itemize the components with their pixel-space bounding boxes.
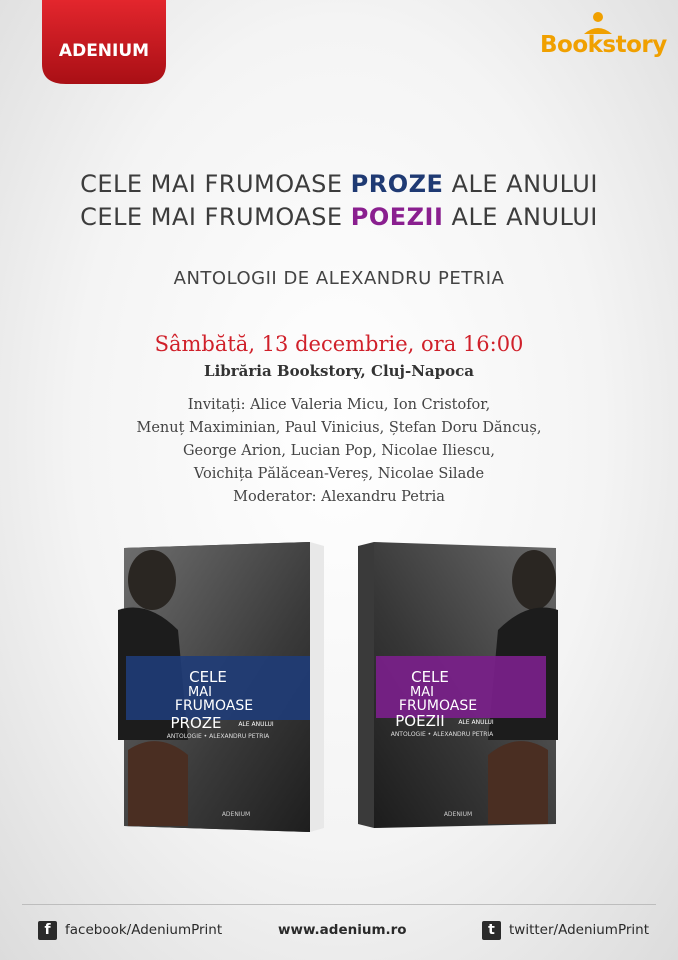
subtitle: ANTOLOGII DE ALEXANDRU PETRIA: [173, 268, 505, 289]
book-poezii-title-3: FRUMOASE: [398, 698, 478, 714]
bookstory-logo: [540, 10, 667, 72]
book-proze-title-1: CELE: [189, 668, 227, 686]
twitter-icon: t: [482, 921, 501, 940]
headline-proze-highlight: PROZE: [350, 170, 444, 198]
book-poezii-title-1: CELE: [411, 668, 449, 686]
footer-divider: [22, 904, 656, 905]
headline-poezii-highlight: POEZII: [350, 203, 444, 231]
guest-list: [0, 394, 678, 509]
book-poezii-title-2: MAI: [410, 685, 434, 700]
moderator-line: Moderator: Alexandru Petria: [233, 489, 445, 505]
facebook-link[interactable]: facebook/AdeniumPrint: [65, 922, 223, 938]
book-poezii-cover: [358, 540, 560, 830]
book-proze-publisher: ADENIUM: [221, 811, 251, 818]
book-poezii-author: ANTOLOGIE • ALEXANDRU PETRIA: [390, 731, 494, 738]
guest-line: George Arion, Lucian Pop, Nicolae Iliescu,: [182, 443, 496, 459]
bookstory-logo-text: Bookstory: [540, 32, 667, 58]
footer-website[interactable]: [278, 917, 407, 943]
guest-line: Invitați: Alice Valeria Micu, Ion Cristofor,: [187, 397, 491, 413]
book-proze-author: ANTOLOGIE • ALEXANDRU PETRIA: [166, 733, 270, 740]
twitter-link[interactable]: twitter/AdeniumPrint: [509, 922, 650, 938]
adenium-logo-text: ADENIUM: [58, 41, 150, 61]
footer-twitter[interactable]: [482, 917, 649, 943]
book-poezii-publisher: ADENIUM: [443, 811, 473, 818]
guest-line: Voichița Pălăcean-Vereș, Nicolae Silade: [193, 466, 485, 482]
headline-proze: CELE MAI FRUMOASE PROZE ALE ANULUI: [80, 170, 598, 198]
book-proze-cover: [118, 540, 328, 832]
book-proze-tag: ALE ANULUI: [238, 721, 274, 728]
book-proze-title-4: PROZE: [170, 714, 222, 732]
event-venue: Librăria Bookstory, Cluj-Napoca: [204, 362, 474, 380]
headline-poezii: CELE MAI FRUMOASE POEZII ALE ANULUI: [80, 203, 598, 231]
book-proze-title-2: MAI: [188, 685, 212, 700]
website-link[interactable]: www.adenium.ro: [278, 922, 407, 938]
guest-line: Menuț Maximinian, Paul Vinicius, Ștefan Doru Dăncuș,: [136, 420, 542, 436]
facebook-icon: f: [38, 921, 57, 940]
book-poezii-title-4: POEZII: [395, 712, 445, 730]
book-poezii-tag: ALE ANULUI: [458, 719, 494, 726]
adenium-logo: [42, 0, 166, 84]
footer-facebook[interactable]: [38, 917, 222, 943]
event-date: Sâmbătă, 13 decembrie, ora 16:00: [154, 332, 524, 356]
book-proze-title-3: FRUMOASE: [174, 698, 254, 714]
